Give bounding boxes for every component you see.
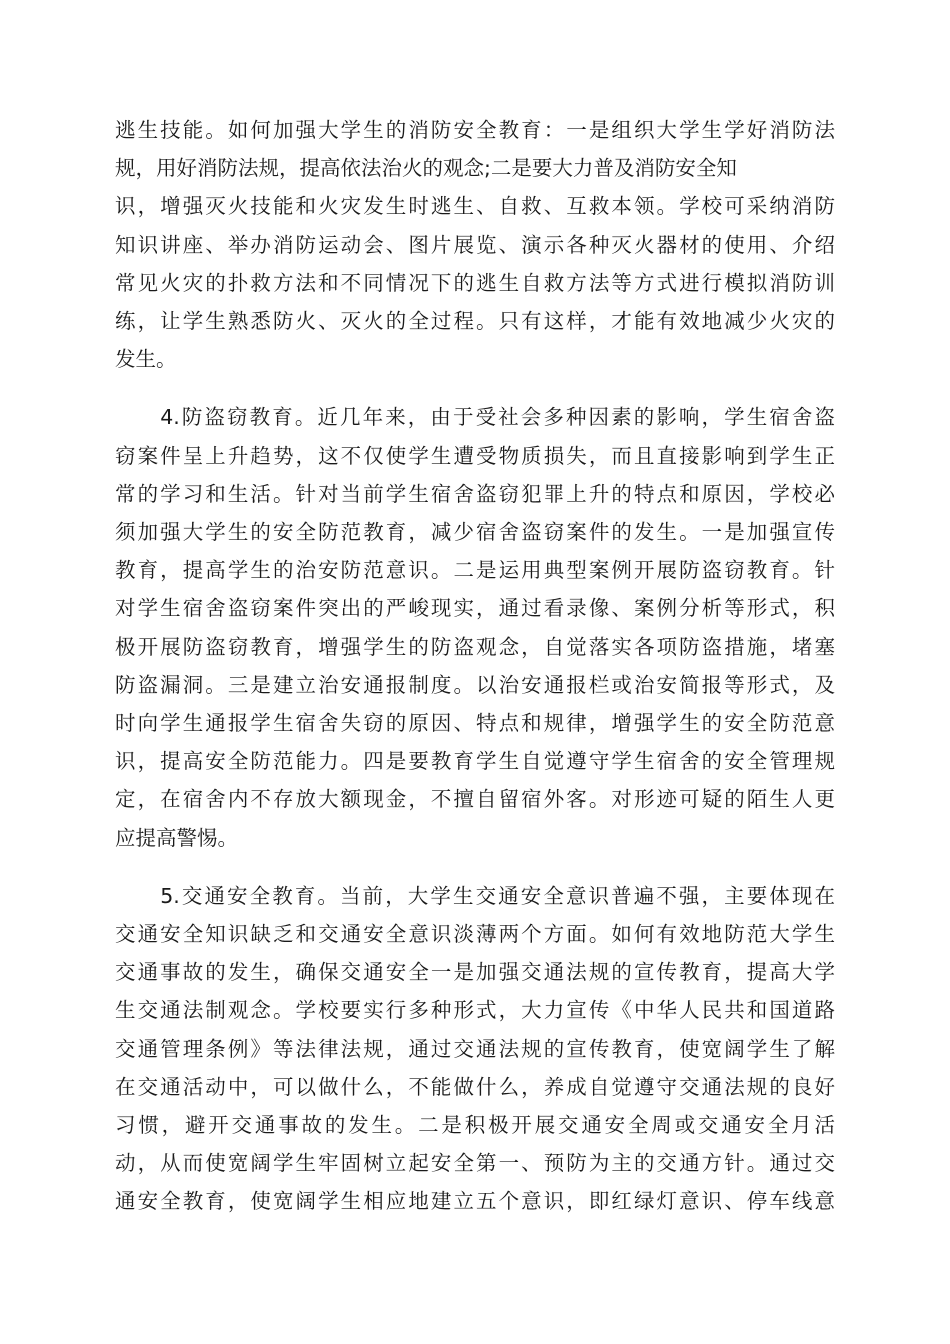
text-line: 极开展防盗窃教育，增强学生的防盗观念，自觉落实各项防盗措施，堵塞 <box>115 634 835 659</box>
document-body <box>115 111 835 1221</box>
text-line: 窃案件呈上升趋势，这不仅使学生遭受物质损失，而且直接影响到学生正 <box>115 443 835 468</box>
text-line: 教育，提高学生的治安防范意识。二是运用典型案例开展防盗窃教育。针 <box>115 558 835 583</box>
text-line: 交通安全知识缺乏和交通安全意识淡薄两个方面。如何有效地防范大学生 <box>115 922 835 947</box>
text-line: 应提高警惕。 <box>115 825 238 850</box>
text-line: 习惯，避开交通事故的发生。二是积极开展交通安全周或交通安全月活 <box>115 1113 835 1138</box>
text-line: 常见火灾的扑救方法和不同情况下的逃生自救方法等方式进行模拟消防训 <box>115 270 835 295</box>
text-line: 定，在宿舍内不存放大额现金，不擅自留宿外客。对形迹可疑的陌生人更 <box>115 787 835 812</box>
text-line: 通安全教育，使宽阔学生相应地建立五个意识，即红绿灯意识、停车线意 <box>115 1189 835 1214</box>
text-line: 识，提高安全防范能力。四是要教育学生自觉遵守学生宿舍的安全管理规 <box>115 749 835 774</box>
text-line: 在交通活动中，可以做什么，不能做什么，养成自觉遵守交通法规的良好 <box>115 1074 835 1099</box>
text-line: 动，从而使宽阔学生牢固树立起安全第一、预防为主的交通方针。通过交 <box>115 1151 835 1176</box>
paragraph-theft-prevention <box>115 398 835 856</box>
paragraph-fire-safety <box>115 111 835 378</box>
paragraph-traffic-safety <box>115 877 835 1221</box>
text-line: 时向学生通报学生宿舍失窃的原因、特点和规律，增强学生的安全防范意 <box>115 711 835 736</box>
text-line: 知识讲座、举办消防运动会、图片展览、演示各种灭火器材的使用、介绍 <box>115 232 835 257</box>
text-line: 规，用好消防法规，提高依法治火的观念;二是要大力普及消防安全知 <box>115 156 737 181</box>
text-line: 4.防盗窃教育。近几年来，由于受社会多种因素的影响，学生宿舍盗 <box>115 405 835 430</box>
text-line: 练，让学生熟悉防火、灭火的全过程。只有这样，才能有效地减少火灾的 <box>115 309 835 334</box>
text-line: 交通事故的发生，确保交通安全一是加强交通法规的宣传教育，提高大学 <box>115 960 835 985</box>
text-line: 常的学习和生活。针对当前学生宿舍盗窃犯罪上升的特点和原因，学校必 <box>115 481 835 506</box>
text-line: 须加强大学生的安全防范教育，减少宿舍盗窃案件的发生。一是加强宣传 <box>115 520 835 545</box>
text-line: 交通管理条例》等法律法规，通过交通法规的宣传教育，使宽阔学生了解 <box>115 1036 835 1061</box>
text-line: 生交通法制观念。学校要实行多种形式，大力宣传《中华人民共和国道路 <box>115 998 835 1023</box>
text-line: 防盗漏洞。三是建立治安通报制度。以治安通报栏或治安简报等形式，及 <box>115 672 835 697</box>
text-line: 5.交通安全教育。当前，大学生交通安全意识普遍不强，主要体现在 <box>115 883 835 908</box>
text-line: 对学生宿舍盗窃案件突出的严峻现实，通过看录像、案例分析等形式，积 <box>115 596 835 621</box>
text-line: 识，增强灭火技能和火灾发生时逃生、自救、互救本领。学校可采纳消防 <box>115 194 835 219</box>
text-line: 逃生技能。如何加强大学生的消防安全教育：一是组织大学生学好消防法 <box>115 118 835 142</box>
text-line: 发生。 <box>115 347 177 372</box>
